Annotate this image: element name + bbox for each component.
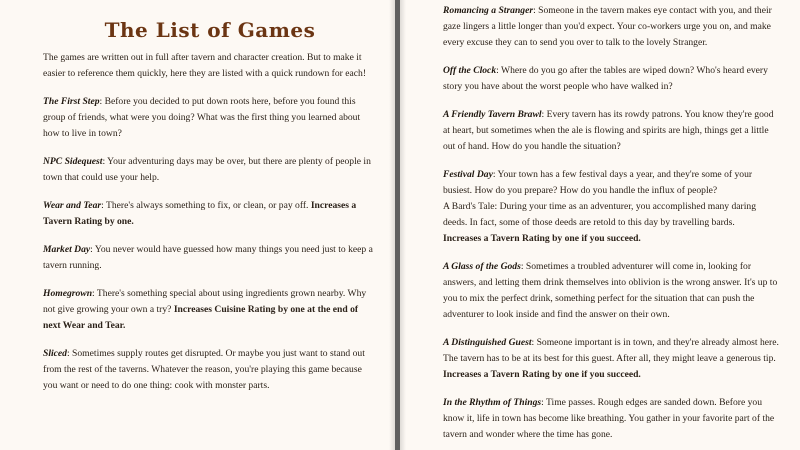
game-effect: Increases Cuisine Rating by one at the end of next Wear and Tear.	[43, 304, 359, 331]
game-effect: Increases a Tavern Rating by one if you succeed.	[443, 233, 641, 244]
game-name: A Friendly Tavern Brawl	[443, 109, 542, 120]
list-item	[443, 259, 782, 323]
game-description: : Sometimes supply routes get disrupted. Or maybe you just want to stand out from the rest of the taverns. Whatever the reason, you're playing this game because you want or need to do one thing: cook with monster parts.	[43, 348, 365, 391]
page-title: The List of Games	[104, 18, 316, 42]
game-description: : Before you decided to put down roots here, before you found this group of friends, what were you doing? What was the first thing you learned about how to live in town?	[43, 96, 361, 139]
game-description: : Time passes. Rough edges are sanded down. Before you know it, life in town has become like breathing. You gather in your favorite part of the tavern and wonder where the time has gone.	[443, 397, 775, 440]
game-description: : There's something special about using ingredients grown nearby. Why not give growing your own a try?	[43, 288, 367, 315]
game-name: The First Step	[43, 96, 100, 107]
list-item	[443, 3, 782, 51]
game-description: : You never would have guessed how many things you need just to keep a tavern running.	[43, 244, 373, 271]
game-name: Wear and Tear	[43, 200, 102, 211]
sub-entry-text: A Bard's Tale: During your time as an adventurer, you accomplished many daring deeds. In fact, some of those deeds are retold to this day by travelling bards.	[443, 201, 757, 228]
left-page	[0, 0, 395, 450]
right-page	[400, 0, 800, 450]
game-name: A Glass of the Gods	[443, 261, 521, 272]
game-description: : Every tavern has its rowdy patrons. You know they're good at heart, but sometimes when the ale is flowing and spirits are high, things get a little out of hand. How do you handle the situation?	[443, 109, 774, 152]
game-name: Off the Clock	[443, 65, 497, 76]
game-effect: Increases a Tavern Rating by one if you succeed.	[443, 369, 641, 380]
game-name: Sliced	[43, 348, 67, 359]
intro-paragraph: The games are written out in full after tavern and character creation. But to make it easier to reference them quickly, here they are listed with a quick rundown for each!	[43, 52, 367, 79]
game-name: Homegrown	[43, 288, 93, 299]
game-description: : Sometimes a troubled adventurer will come in, looking for answers, and letting them drink themselves into oblivion is the wrong answer. It's up to you to mix the perfect drink, something perfect for the situation that can push the adventurer to look inside and find the answer on their own.	[443, 261, 778, 320]
list-item	[43, 94, 377, 142]
list-item	[43, 154, 377, 186]
list-item	[43, 346, 377, 394]
game-name: A Distinguished Guest	[443, 337, 532, 348]
game-name: Romancing a Stranger	[443, 5, 534, 16]
game-name: NPC Sidequest	[43, 156, 103, 167]
game-description: : Your town has a few festival days a year, and they're some of your busiest. How do you prepare? How do you handle the influx of people?	[443, 169, 753, 196]
game-effect: Increases a Tavern Rating by one.	[43, 200, 357, 227]
list-item	[43, 242, 377, 274]
list-item	[443, 335, 782, 383]
list-item	[43, 286, 377, 334]
game-description: : Your adventuring days may be over, but there are plenty of people in town that could use your help.	[43, 156, 371, 183]
list-item	[443, 63, 782, 95]
list-item	[43, 198, 377, 230]
game-name: In the Rhythm of Things	[443, 397, 542, 408]
game-description: : There's always something to fix, or clean, or pay off.	[101, 200, 311, 211]
game-description: : Someone in the tavern makes eye contact with you, and their gaze lingers a little longer than you'd expect. Your co-workers urge you on, and make every excuse they can to send you over to talk to the lovely Stranger.	[443, 5, 772, 48]
list-item	[443, 167, 782, 247]
game-description: : Someone important is in town, and they're already almost here. The tavern has to be at its best for this guest. After all, they might leave a generous tip.	[443, 337, 779, 364]
game-name: Market Day	[43, 244, 91, 255]
list-item	[443, 395, 782, 443]
game-name: Festival Day	[443, 169, 493, 180]
game-description: : Where do you go after the tables are wiped down? Who's heard every story you have about the worst people who have walked in?	[443, 65, 768, 92]
list-item	[443, 107, 782, 155]
